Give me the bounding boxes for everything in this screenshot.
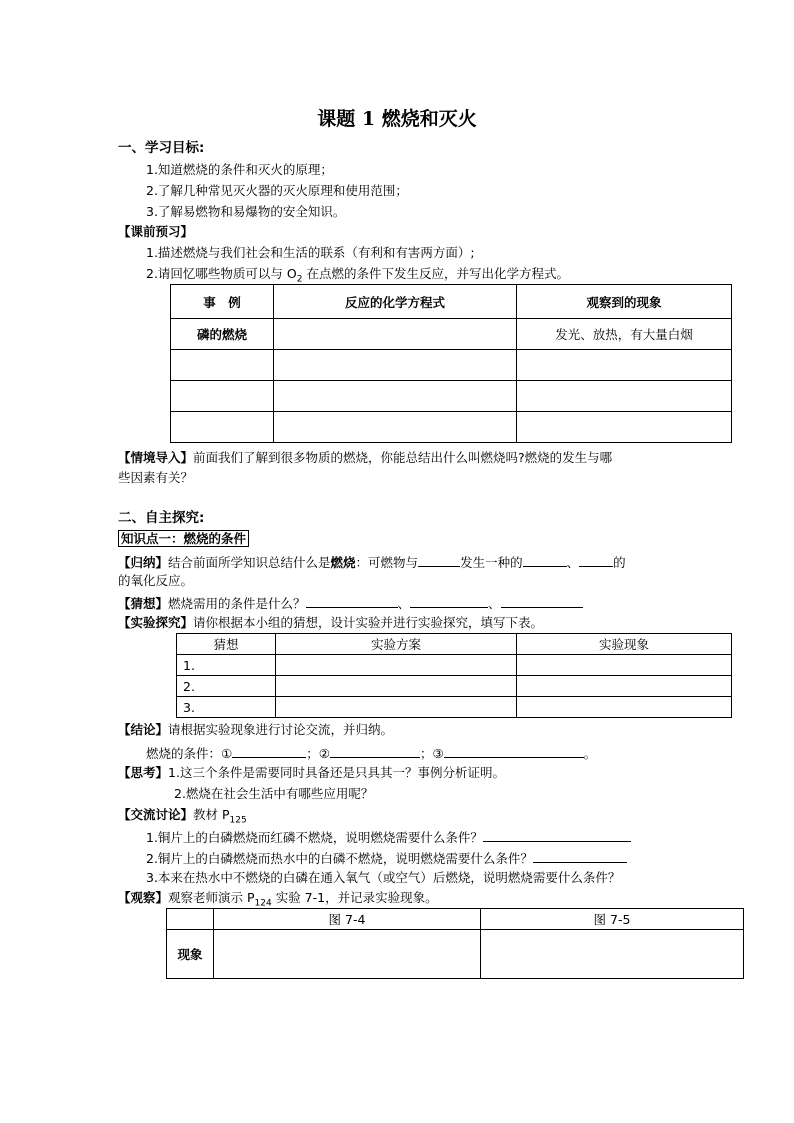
table-cell: 现象	[167, 930, 214, 979]
table-cell: 1.	[177, 655, 276, 676]
induce-line-2: 的氧化反应。	[118, 573, 194, 588]
table-header: 观察到的现象	[517, 285, 732, 319]
induce-line-1: 【归纳】结合前面所学知识总结什么是燃烧：可燃物与 发生一种的 、 的	[118, 552, 626, 572]
table-cell[interactable]	[517, 697, 732, 718]
table-cell[interactable]	[171, 412, 274, 443]
table-cell[interactable]	[517, 676, 732, 697]
table-header: 实验现象	[517, 634, 732, 655]
blank-field[interactable]	[579, 552, 613, 567]
table-cell[interactable]	[274, 381, 517, 412]
blank-field[interactable]	[232, 743, 306, 758]
reaction-table	[170, 284, 732, 443]
table-header: 猜想	[177, 634, 276, 655]
goal-item-3: 3.了解易燃物和易爆物的安全知识。	[146, 204, 346, 219]
goal-item-2: 2.了解几种常见灭火器的灭火原理和使用范围；	[146, 183, 408, 198]
discuss-line: 【交流讨论】教材 $P_{125}$	[118, 807, 247, 826]
blank-field[interactable]	[330, 743, 420, 758]
observation-table	[166, 908, 744, 979]
table-row	[171, 350, 732, 381]
table-header: 实验方案	[276, 634, 517, 655]
table-header	[167, 909, 214, 930]
discuss-q3: 3.本来在热水中不燃烧的白磷在通入氧气（或空气）后燃烧，说明燃烧需要什么条件？	[146, 870, 621, 885]
table-row	[177, 655, 732, 676]
table-row	[177, 697, 732, 718]
observe-line: 【观察】观察老师演示 $P_{124}$ 实验 7-1，并记录实验现象。	[118, 890, 438, 909]
table-cell[interactable]	[274, 350, 517, 381]
blank-field[interactable]	[306, 593, 398, 608]
knowledge-point: 知识点一：燃烧的条件	[118, 530, 249, 548]
table-cell[interactable]	[171, 381, 274, 412]
table-cell[interactable]	[274, 412, 517, 443]
table-header: 事 例	[171, 285, 274, 319]
scenario-line-1: 【情境导入】前面我们了解到很多物质的燃烧，你能总结出什么叫燃烧吗?燃烧的发生与哪	[118, 450, 613, 465]
table-cell[interactable]	[214, 930, 481, 979]
table-cell: 磷的燃烧	[171, 319, 274, 350]
table-cell[interactable]	[274, 319, 517, 350]
table-row	[171, 381, 732, 412]
table-cell: 2.	[177, 676, 276, 697]
condition-line: 燃烧的条件：① ；② ；③ 。	[146, 743, 596, 763]
page-title: 课题 1 燃烧和灭火	[317, 108, 477, 130]
blank-field[interactable]	[501, 593, 583, 608]
guess-line: 【猜想】燃烧需用的条件是什么？ 、 、	[118, 593, 583, 613]
blank-field[interactable]	[444, 743, 584, 758]
experiment-table	[176, 633, 732, 718]
blank-field[interactable]	[410, 593, 488, 608]
table-header: 图 7-5	[481, 909, 744, 930]
table-cell[interactable]	[276, 676, 517, 697]
table-cell[interactable]	[276, 655, 517, 676]
discuss-q1: 1.铜片上的白磷燃烧而红磷不燃烧，说明燃烧需要什么条件？	[146, 827, 631, 847]
table-row	[177, 676, 732, 697]
table-header: 图 7-4	[214, 909, 481, 930]
goal-item-1: 1.知道燃烧的条件和灭火的原理；	[146, 162, 333, 177]
table-cell[interactable]	[171, 350, 274, 381]
self-study-heading: 二、自主探究:	[118, 510, 205, 526]
think-line-2: 2.燃烧在社会生活中有哪些应用呢？	[174, 786, 374, 801]
preview-item-1: 1.描述燃烧与我们社会和生活的联系（有利和有害两方面）;	[146, 245, 475, 260]
table-cell: 3.	[177, 697, 276, 718]
table-cell[interactable]	[517, 655, 732, 676]
table-cell: 发光、放热，有大量白烟	[517, 319, 732, 350]
table-cell[interactable]	[517, 350, 732, 381]
table-row	[171, 319, 732, 350]
conclusion-line: 【结论】请根据实验现象进行讨论交流，并归纳。	[118, 722, 394, 737]
scenario-line-2: 些因素有关？	[118, 470, 194, 485]
blank-field[interactable]	[533, 848, 627, 863]
blank-field[interactable]	[483, 827, 631, 842]
table-cell[interactable]	[276, 697, 517, 718]
table-row	[167, 930, 744, 979]
blank-field[interactable]	[523, 552, 567, 567]
table-cell[interactable]	[517, 412, 732, 443]
table-cell[interactable]	[517, 381, 732, 412]
blank-field[interactable]	[418, 552, 460, 567]
think-line-1: 【思考】1.这三个条件是需要同时具备还是只具其一？事例分析证明。	[118, 765, 505, 780]
table-row	[171, 412, 732, 443]
discuss-q2: 2.铜片上的白磷燃烧而热水中的白磷不燃烧，说明燃烧需要什么条件？	[146, 848, 627, 868]
preview-item-2: 2.请回忆哪些物质可以与 $O_2$ 在点燃的条件下发生反应，并写出化学方程式。	[146, 266, 569, 285]
learning-goals-heading: 一、学习目标:	[118, 140, 205, 156]
table-header: 反应的化学方程式	[274, 285, 517, 319]
experiment-line: 【实验探究】请你根据本小组的猜想，设计实验并进行实验探究，填写下表。	[118, 615, 544, 630]
preview-tag: 【课前预习】	[118, 224, 194, 239]
table-cell[interactable]	[481, 930, 744, 979]
